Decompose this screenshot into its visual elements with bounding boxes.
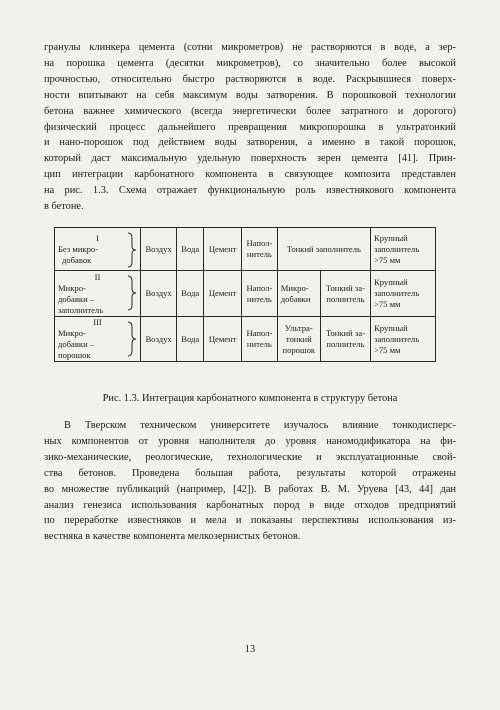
paragraph-2: [44, 418, 456, 545]
cell-air: Воздух: [141, 317, 177, 362]
cell-coarse-aggregate: Крупный заполнитель >75 мм: [371, 228, 436, 271]
cell-air: Воздух: [141, 228, 177, 271]
row-label: [55, 228, 141, 271]
row-label-text: Микро-: [58, 328, 86, 338]
row-label-text: Микро-: [58, 282, 86, 293]
text-line: на рис. 1.3. Схема отражает функциональную роль известнякового компонента: [44, 185, 456, 197]
cell-fine-aggregate: Тонкий заполнитель: [277, 228, 370, 271]
row-label: [55, 271, 141, 317]
cell-fine-aggregate: Тонкий за- полнитель: [320, 317, 370, 362]
page-number: 13: [244, 644, 256, 655]
cell-coarse-aggregate: Крупный заполнитель >75 мм: [371, 271, 436, 317]
row-label-text: добавки –: [58, 339, 95, 349]
cell-coarse-aggregate: Крупный заполнитель >75 мм: [371, 317, 436, 362]
text-line: прочностью, относительно быстро растворяются в воде. Раскрывшиеся поверх-: [44, 73, 456, 85]
row-number: II: [94, 271, 101, 282]
text-line: во множестве публикаций (например, [42]). В работах В. М. Уруева [43, 44] дан: [44, 483, 456, 495]
text-line: в бетоне.: [44, 201, 84, 213]
text-line: и нано-порошок под действием воды затворения, а именно в такой порошок,: [44, 137, 456, 149]
text-line: зико-механические, реологические, технологические и эксплуатационные свой-: [44, 451, 456, 463]
text-line: который даст максимальную удельную поверхность зерен цемента [41]. Прин-: [44, 153, 456, 165]
text-line: цип интеграции карбонатного компонента в связующее композита представлен: [44, 169, 456, 181]
cell-air: Воздух: [141, 271, 177, 317]
cell-water: Вода: [177, 228, 204, 271]
row-number: I: [96, 232, 99, 243]
figure-row-3: [55, 317, 436, 362]
text-line: вестняка в качестве компонента мелкозернистых бетонов.: [44, 531, 301, 543]
cell-cement: Цемент: [204, 317, 242, 362]
text-line: по переработке известняков и мела и показаны перспективы использования из-: [44, 515, 456, 527]
cell-filler: Напол- нитель: [242, 228, 278, 271]
text-line: бетона важнее химического (всегда энергетически более затратного и дорогого): [44, 105, 456, 117]
text-line: гранулы клинкера цемента (сотни микрометров) не растворяются в воде, а зер-: [44, 42, 456, 53]
curly-brace-icon: [127, 321, 137, 357]
text-line: ных компонентов от уровня наполнителя до уровня наномодификатора на фи-: [44, 435, 456, 447]
concrete-structure-figure: [54, 227, 436, 362]
text-line: В Тверском техническом университете изучалось влияние тонкодисперс-: [64, 420, 456, 431]
cell-water: Вода: [177, 271, 204, 317]
curly-brace-icon: [127, 232, 137, 268]
figure-row-1: [55, 228, 436, 271]
cell-fine-aggregate: Тонкий за- полнитель: [320, 271, 370, 317]
text-line: ности впитывают на себя максимум воды затворения. В порошковой технологии: [44, 89, 456, 101]
cell-microadditive: Микро- добавки: [277, 271, 320, 317]
cell-filler: Напол- нитель: [242, 271, 278, 317]
text-line: ства бетонов. Проведена большая работа, результаты которой отражены: [44, 467, 456, 479]
text-line: физический процесс дальнейшего превращения микропорошка в ультратонкий: [44, 121, 456, 133]
row-label-text: Без микро-: [58, 243, 99, 254]
row-label-text: добавки –: [58, 293, 95, 304]
cell-water: Вода: [177, 317, 204, 362]
row-label: [55, 317, 141, 362]
figure-caption: Рис. 1.3. Интеграция карбонатного компонента в структуру бетона: [102, 393, 398, 404]
row-label-text: заполнитель: [58, 304, 104, 315]
cell-cement: Цемент: [204, 228, 242, 271]
paragraph-1: [44, 40, 456, 215]
row-number: III: [93, 317, 102, 327]
text-line: анализ генезиса использования карбонатных пород в виде отходов предприятий: [44, 499, 456, 511]
figure-row-2: [55, 271, 436, 317]
curly-brace-icon: [127, 275, 137, 311]
row-label-text: порошок: [58, 350, 91, 360]
cell-cement: Цемент: [204, 271, 242, 317]
cell-filler: Напол- нитель: [242, 317, 278, 362]
row-label-text: добавок: [62, 254, 92, 265]
cell-ultrafine-powder: Ультра- тонкий порошок: [277, 317, 320, 362]
text-line: на порошка цемента (десятки микрометров), со значительно более высокой: [44, 57, 456, 69]
